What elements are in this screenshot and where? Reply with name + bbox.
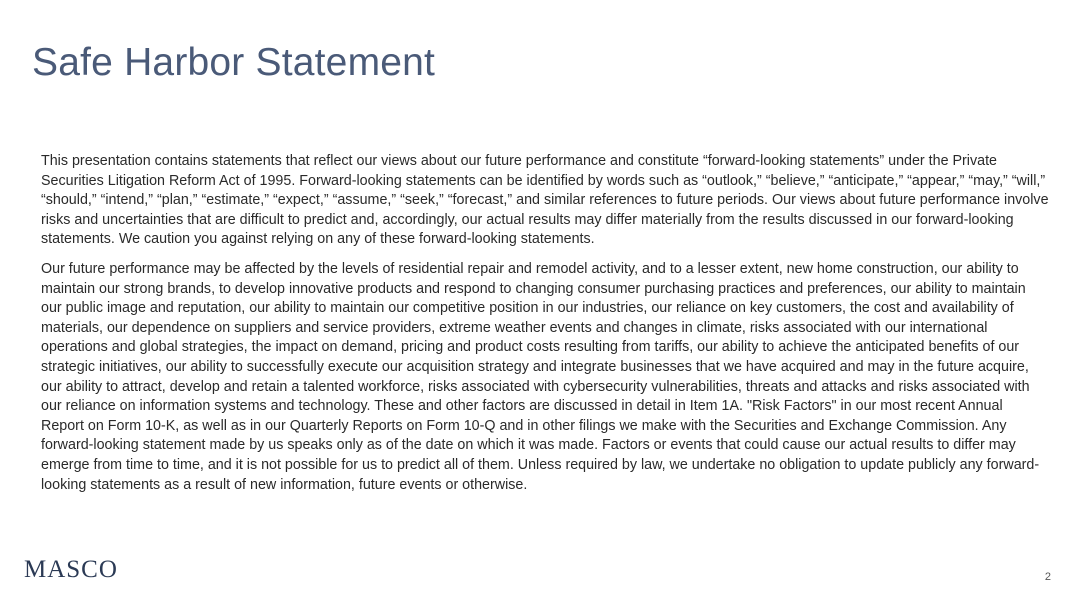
masco-logo: MASCO bbox=[24, 556, 118, 583]
paragraph-risk-factors: Our future performance may be affected by the levels of residential repair and remodel activity, and to a lesser extent, new home construction, our ability to maintain our strong brands, to develop innovative products and respond to changing consumer purchasing practices and preferences, our ability to maintain our public image and reputation, our ability to maintain our competitive position in our industries, our reliance on key customers, the cost and availability of materials, our dependence on suppliers and service providers, extreme weather events and changes in climate, risks associated with our international operations and global strategies, the impact on demand, pricing and product costs resulting from tariffs, our ability to achieve the anticipated benefits of our strategic initiatives, our ability to successfully execute our acquisition strategy and integrate businesses that we have acquired and may in the future acquire, our ability to attract, develop and retain a talented workforce, risks associated with cybersecurity vulnerabilities, threats and attacks and risks associated with our reliance on information systems and technology. These and other factors are discussed in detail in Item 1A. "Risk Factors" in our most recent Annual Report on Form 10-K, as well as in our Quarterly Reports on Form 10-Q and in other filings we make with the Securities and Exchange Commission. Any forward-looking statement made by us speaks only as of the date on which it was made. Factors or events that could cause our actual results to differ may emerge from time to time, and it is not possible for us to predict all of them. Unless required by law, we undertake no obligation to update publicly any forward-looking statements as a result of new information, future events or otherwise. bbox=[41, 260, 1040, 493]
slide-body bbox=[41, 152, 1049, 505]
slide-title: Safe Harbor Statement bbox=[32, 41, 436, 84]
page-number: 2 bbox=[1044, 571, 1051, 583]
paragraph-forward-looking-intro: This presentation contains statements that reflect our views about our future performance and constitute “forward-looking statements” under the Private Securities Litigation Reform Act of 1995. Forward-looking statements can be identified by words such as “outlook,” “believe,” “anticipate,” “appear,” “may,” “will,” “should,” “intend,” “plan,” “estimate,” “expect,” “assume,” “seek,” “forecast,” and similar references to future periods. Our views about future performance involve risks and uncertainties that are difficult to predict and, accordingly, our actual results may differ materially from the results discussed in our forward-looking statements. We caution you against relying on any of these forward-looking statements. bbox=[41, 153, 1049, 248]
